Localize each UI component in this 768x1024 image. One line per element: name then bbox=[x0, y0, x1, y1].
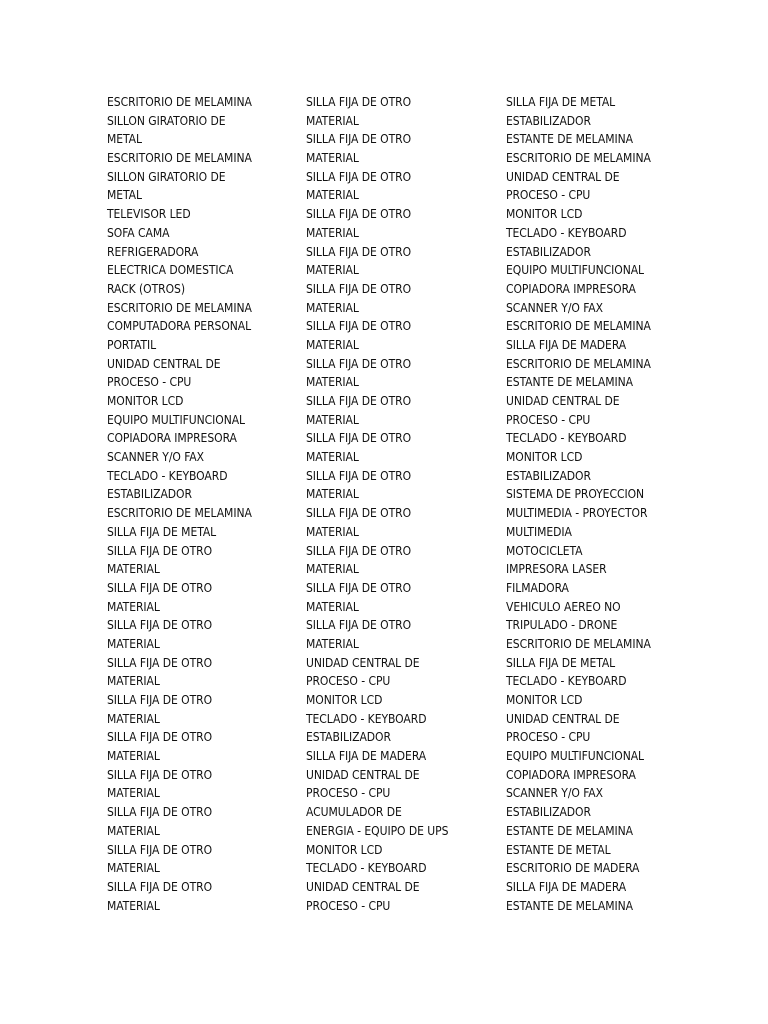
list-item: MULTIMEDIA - PROYECTOR bbox=[506, 506, 648, 521]
list-item: SILLA FIJA DE OTRO bbox=[306, 468, 412, 483]
list-item: MATERIAL bbox=[107, 562, 160, 577]
list-item: ESCRITORIO DE MELAMINA bbox=[107, 300, 252, 315]
list-item: SILLA FIJA DE OTRO bbox=[107, 543, 213, 558]
list-item: PROCESO - CPU bbox=[506, 730, 591, 745]
list-item: MATERIAL bbox=[107, 711, 160, 726]
list-item: MONITOR LCD bbox=[306, 693, 383, 707]
list-item: MOTOCICLETA bbox=[506, 543, 583, 558]
list-item: UNIDAD CENTRAL DE bbox=[306, 879, 420, 894]
list-item: SILLA FIJA DE OTRO bbox=[107, 655, 213, 670]
list-item: MATERIAL bbox=[107, 823, 160, 838]
list-item: MONITOR LCD bbox=[506, 450, 583, 465]
list-item: PROCESO - CPU bbox=[107, 375, 192, 390]
list-item: FILMADORA bbox=[506, 580, 569, 595]
list-item: MATERIAL bbox=[306, 375, 359, 390]
list-item: SILLA FIJA DE OTRO bbox=[306, 207, 412, 222]
list-item: UNIDAD CENTRAL DE bbox=[506, 394, 620, 408]
list-item: TECLADO - KEYBOARD bbox=[306, 711, 427, 726]
list-item: ESTANTE DE MELAMINA bbox=[506, 823, 634, 838]
list-item: SILLA FIJA DE OTRO bbox=[306, 244, 412, 259]
list-item: ESCRITORIO DE MELAMINA bbox=[107, 95, 252, 109]
list-item: ACUMULADOR DE bbox=[306, 805, 402, 820]
list-item: REFRIGERADORA bbox=[107, 244, 199, 259]
list-item: MATERIAL bbox=[306, 188, 359, 203]
list-item: SOFA CAMA bbox=[107, 225, 170, 240]
list-item: ESTABILIZADOR bbox=[506, 805, 591, 820]
list-item: MATERIAL bbox=[306, 487, 359, 502]
list-item: SILLA FIJA DE OTRO bbox=[107, 767, 213, 782]
list-item: METAL bbox=[107, 188, 142, 203]
list-item: SILLA FIJA DE OTRO bbox=[306, 281, 412, 296]
list-item: SILLA FIJA DE OTRO bbox=[306, 356, 412, 371]
list-item: TECLADO - KEYBOARD bbox=[506, 225, 627, 240]
list-item: SCANNER Y/O FAX bbox=[506, 300, 603, 315]
list-item: METAL bbox=[107, 132, 142, 147]
list-item: EQUIPO MULTIFUNCIONAL bbox=[506, 263, 645, 278]
list-item: ENERGIA - EQUIPO DE UPS bbox=[306, 823, 449, 838]
list-item: MATERIAL bbox=[306, 412, 359, 427]
list-item: MONITOR LCD bbox=[506, 693, 583, 707]
list-item: MATERIAL bbox=[306, 636, 359, 651]
list-item: TELEVISOR LED bbox=[107, 207, 191, 222]
list-item: ESTANTE DE METAL bbox=[506, 842, 611, 857]
list-item: SILLA FIJA DE MADERA bbox=[506, 337, 627, 352]
list-item: EQUIPO MULTIFUNCIONAL bbox=[107, 412, 246, 427]
list-item: MONITOR LCD bbox=[107, 394, 184, 408]
list-item: MONITOR LCD bbox=[506, 207, 583, 222]
list-item: ESTABILIZADOR bbox=[506, 468, 591, 483]
list-item: MATERIAL bbox=[306, 225, 359, 240]
list-item: SILLA FIJA DE OTRO bbox=[306, 169, 412, 184]
inventory-column-2 bbox=[306, 93, 448, 915]
list-item: ELECTRICA DOMESTICA bbox=[107, 263, 234, 278]
list-item: SCANNER Y/O FAX bbox=[506, 786, 603, 801]
list-item: UNIDAD CENTRAL DE bbox=[107, 356, 221, 371]
list-item: MATERIAL bbox=[306, 562, 359, 577]
list-item: PROCESO - CPU bbox=[506, 188, 591, 203]
list-item: VEHICULO AEREO NO bbox=[506, 599, 621, 614]
list-item: SCANNER Y/O FAX bbox=[107, 450, 204, 465]
list-item: SISTEMA DE PROYECCION bbox=[506, 487, 645, 502]
list-item: MATERIAL bbox=[306, 450, 359, 465]
list-item: MATERIAL bbox=[107, 674, 160, 689]
list-item: RACK (OTROS) bbox=[107, 281, 185, 296]
list-item: PROCESO - CPU bbox=[306, 674, 391, 689]
list-item: SILLA FIJA DE METAL bbox=[107, 524, 217, 539]
list-item: ESCRITORIO DE MELAMINA bbox=[506, 356, 651, 371]
list-item: PORTATIL bbox=[107, 337, 157, 352]
list-item: TECLADO - KEYBOARD bbox=[506, 674, 627, 689]
list-item: MONITOR LCD bbox=[306, 842, 383, 857]
list-item: UNIDAD CENTRAL DE bbox=[506, 169, 620, 184]
list-item: ESTANTE DE MELAMINA bbox=[506, 375, 634, 390]
list-item: ESTABILIZADOR bbox=[506, 244, 591, 259]
list-item: SILLA FIJA DE OTRO bbox=[107, 618, 213, 633]
list-item: TECLADO - KEYBOARD bbox=[506, 431, 627, 446]
list-item: PROCESO - CPU bbox=[306, 786, 391, 801]
list-item: COPIADORA IMPRESORA bbox=[506, 767, 636, 782]
list-item: MATERIAL bbox=[306, 599, 359, 614]
list-item: ESTABILIZADOR bbox=[506, 113, 591, 128]
list-item: UNIDAD CENTRAL DE bbox=[306, 767, 420, 782]
list-item: SILLA FIJA DE OTRO bbox=[306, 431, 412, 446]
list-item: SILLA FIJA DE OTRO bbox=[306, 394, 412, 408]
list-item: SILLA FIJA DE METAL bbox=[506, 95, 616, 109]
list-item: MATERIAL bbox=[306, 524, 359, 539]
list-item: SILLON GIRATORIO DE bbox=[107, 113, 226, 128]
list-item: MATERIAL bbox=[306, 113, 359, 128]
list-item: ESCRITORIO DE MELAMINA bbox=[506, 636, 651, 651]
list-item: MATERIAL bbox=[107, 786, 160, 801]
list-item: TECLADO - KEYBOARD bbox=[107, 468, 228, 483]
list-item: IMPRESORA LASER bbox=[506, 562, 607, 577]
list-item: MATERIAL bbox=[306, 263, 359, 278]
list-item: COPIADORA IMPRESORA bbox=[107, 431, 237, 446]
list-item: ESCRITORIO DE MELAMINA bbox=[506, 151, 651, 166]
list-item: SILLA FIJA DE OTRO bbox=[306, 95, 412, 109]
list-item: COMPUTADORA PERSONAL bbox=[107, 319, 252, 334]
list-item: MATERIAL bbox=[107, 861, 160, 876]
list-item: MATERIAL bbox=[306, 337, 359, 352]
list-item: ESCRITORIO DE MADERA bbox=[506, 861, 640, 876]
inventory-column-1 bbox=[107, 93, 252, 915]
list-item: TECLADO - KEYBOARD bbox=[306, 861, 427, 876]
list-item: MULTIMEDIA bbox=[506, 524, 572, 539]
list-item: SILLA FIJA DE OTRO bbox=[107, 693, 213, 707]
list-item: ESCRITORIO DE MELAMINA bbox=[107, 506, 252, 521]
list-item: SILLON GIRATORIO DE bbox=[107, 169, 226, 184]
list-item: SILLA FIJA DE OTRO bbox=[306, 543, 412, 558]
list-item: ESTANTE DE MELAMINA bbox=[506, 132, 634, 147]
list-item: PROCESO - CPU bbox=[506, 412, 591, 427]
list-item: PROCESO - CPU bbox=[306, 898, 391, 913]
list-item: ESCRITORIO DE MELAMINA bbox=[107, 151, 252, 166]
list-item: MATERIAL bbox=[107, 636, 160, 651]
list-item: SILLA FIJA DE MADERA bbox=[306, 749, 427, 764]
list-item: MATERIAL bbox=[107, 599, 160, 614]
list-item: UNIDAD CENTRAL DE bbox=[506, 711, 620, 726]
list-item: SILLA FIJA DE METAL bbox=[506, 655, 616, 670]
list-item: MATERIAL bbox=[107, 898, 160, 913]
list-item: SILLA FIJA DE OTRO bbox=[107, 879, 213, 894]
list-item: SILLA FIJA DE OTRO bbox=[107, 580, 213, 595]
list-item: SILLA FIJA DE OTRO bbox=[107, 805, 213, 820]
list-item: SILLA FIJA DE OTRO bbox=[306, 506, 412, 521]
list-item: EQUIPO MULTIFUNCIONAL bbox=[506, 749, 645, 764]
list-item: SILLA FIJA DE MADERA bbox=[506, 879, 627, 894]
list-item: SILLA FIJA DE OTRO bbox=[107, 730, 213, 745]
list-item: ESCRITORIO DE MELAMINA bbox=[506, 319, 651, 334]
list-item: COPIADORA IMPRESORA bbox=[506, 281, 636, 296]
list-item: SILLA FIJA DE OTRO bbox=[306, 132, 412, 147]
list-item: MATERIAL bbox=[306, 151, 359, 166]
list-item: MATERIAL bbox=[107, 749, 160, 764]
list-item: UNIDAD CENTRAL DE bbox=[306, 655, 420, 670]
list-item: SILLA FIJA DE OTRO bbox=[306, 618, 412, 633]
list-item: TRIPULADO - DRONE bbox=[506, 618, 618, 633]
list-item: SILLA FIJA DE OTRO bbox=[107, 842, 213, 857]
list-item: MATERIAL bbox=[306, 300, 359, 315]
list-item: ESTABILIZADOR bbox=[306, 730, 391, 745]
list-item: SILLA FIJA DE OTRO bbox=[306, 580, 412, 595]
inventory-column-3 bbox=[506, 93, 651, 915]
list-item: SILLA FIJA DE OTRO bbox=[306, 319, 412, 334]
list-item: ESTANTE DE MELAMINA bbox=[506, 898, 634, 913]
list-item: ESTABILIZADOR bbox=[107, 487, 192, 502]
